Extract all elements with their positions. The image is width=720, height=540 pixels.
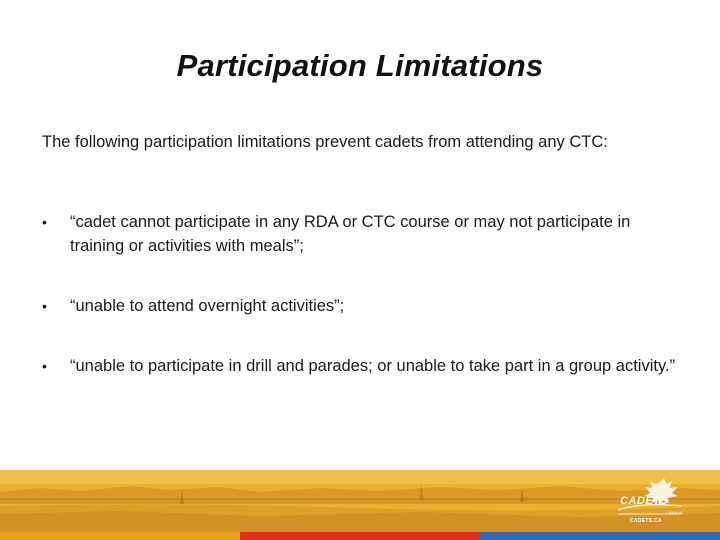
list-item <box>42 354 682 378</box>
bullet-text: “unable to participate in drill and parades; or unable to take part in a group activity.” <box>70 357 676 375</box>
slide-title: Participation Limitations <box>176 48 544 83</box>
bullet-icon: • <box>42 358 47 374</box>
bullet-text: “unable to attend overnight activities”; <box>70 297 345 315</box>
color-strip-blue <box>480 532 720 540</box>
logo-text: CADETS <box>620 495 669 507</box>
cadets-logo <box>612 476 690 528</box>
color-strip-red <box>240 532 480 540</box>
intro-text: The following participation limitations prevent cadets from attending any CTC: <box>42 133 608 151</box>
bullet-icon: • <box>42 214 47 230</box>
logo-subtext: CANADA <box>666 510 683 515</box>
list-item <box>42 294 682 318</box>
color-strip-gold <box>0 532 240 540</box>
bullet-list <box>42 210 682 414</box>
bullet-icon: • <box>42 298 47 314</box>
bullet-text: “cadet cannot participate in any RDA or CTC course or may not participate in training or activities with meals”; <box>70 213 631 255</box>
list-item <box>42 210 682 258</box>
logo-url: CADETS.CA <box>630 518 662 524</box>
